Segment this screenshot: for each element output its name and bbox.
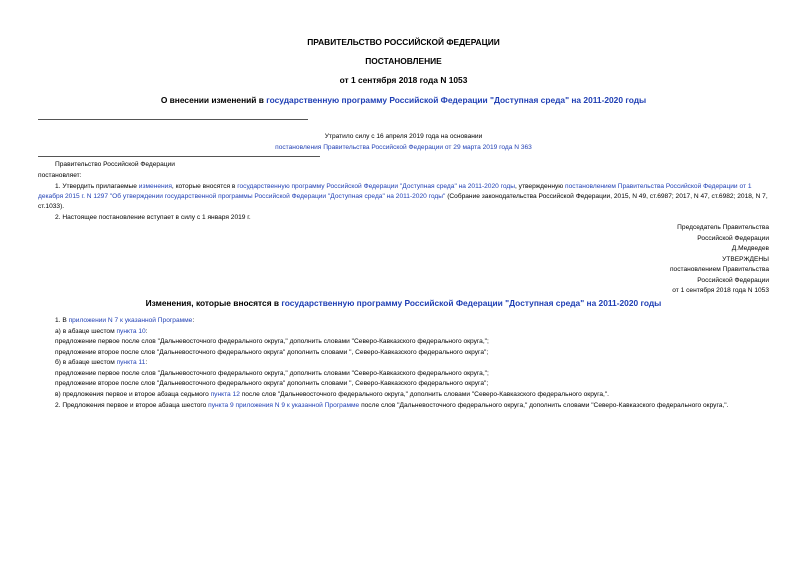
change-2: 2. Предложения первое и второе абзаца шестого пункта 9 приложения N 9 к указанной Программе после слов "Дальневосточного федерального округа," дополнить словами "Северо-Кавказского федерального округа,". [55,402,729,409]
government-heading: ПРАВИТЕЛЬСТВО РОССИЙСКОЙ ФЕДЕРАЦИИ [307,37,500,47]
appendix-9-link[interactable]: пункта 9 приложения N 9 к указанной Программе [208,402,360,409]
approved-by-1: постановлением Правительства [669,266,769,273]
decree-2015-link[interactable]: постановлением Правительства Российской Федерации от 1 декабря 2015 г. N 1297 "Об утверждении государственной программы Российской Федерации "Доступная среда" на 2011-2020 годы" [38,183,752,200]
document-type: ПОСТАНОВЛЕНИЕ [365,56,442,66]
signature-role-2: Российской Федерации [697,235,769,242]
intro-government: Правительство Российской Федерации [55,161,175,168]
signature-role-1: Председатель Правительства [677,224,769,231]
change-1: 1. В приложении N 7 к указанной Программе: [55,317,195,324]
divider-second [38,156,320,157]
signature-name: Д.Медведев [731,245,769,252]
changes-link[interactable]: изменения [138,183,172,190]
document-date-number: от 1 сентября 2018 года N 1053 [339,75,468,85]
change-1b: б) в абзаце шестом пункта 11: [55,359,148,366]
change-1a-sentence-2: предложение второе после слов "Дальневосточного федерального округа" дополнить словами ", Северо-Кавказского федерального округа"; [55,349,489,356]
appendix-7-link[interactable]: приложении N 7 к указанной Программе [68,317,193,324]
intro-decrees: постановляет: [38,172,82,179]
changes-program-link[interactable]: государственную программу Российской Федерации "Доступная среда" на 2011-2020 годы [281,298,662,308]
item-12-link[interactable]: пункта 12 [210,391,240,398]
document-title-prefix: О внесении изменений в [160,95,267,105]
change-1a: а) в абзаце шестом пункта 10: [55,328,148,335]
approved-by-2: Российской Федерации [697,277,769,284]
change-1b-sentence-1: предложение первое после слов "Дальневосточного федерального округа," дополнить словами "Северо-Кавказского федерального округа,"; [55,370,489,377]
change-1b-sentence-2: предложение второе после слов "Дальневосточного федерального округа" дополнить словами ", Северо-Кавказского федерального округа"; [55,380,489,387]
item-11-link[interactable]: пункта 11 [116,359,146,366]
changes-title: Изменения, которые вносятся в государственную программу Российской Федерации "Доступная среда" на 2011-2020 годы [145,298,662,308]
expiry-link[interactable]: постановления Правительства Российской Федерации от 29 марта 2019 года N 363 [275,144,532,151]
approved-date: от 1 сентября 2018 года N 1053 [672,287,769,294]
document-title [0,95,807,106]
paragraph-1: 1. Утвердить прилагаемые изменения, которые вносятся в государственную программу Российской Федерации "Доступная среда" на 2011-2020 годы, утвержденную постановлением Правительства Российской Федерации от 1 декабря 2015 г. N 1297 "Об утверждении государственной программы Российской Федерации "Доступная среда" на 2011-2020 годы" (Собрание законодательства Российской Федерации, 2015, N 49, ст.6987; 2017, N 47, ст.6982; 2018, N 7, ст.1033). [38,183,768,210]
item-10-link[interactable]: пункта 10 [116,328,146,335]
program-link[interactable]: государственную программу Российской Федерации "Доступная среда" на 2011-2020 годы [266,95,647,105]
program-link-body[interactable]: государственную программу Российской Федерации "Доступная среда" на 2011-2020 годы [237,183,516,190]
divider-top [38,119,308,120]
approved-label: УТВЕРЖДЕНЫ [722,256,769,263]
expiry-line: Утратило силу с 16 апреля 2019 года на основании [324,133,483,140]
paragraph-2: 2. Настоящее постановление вступает в силу с 1 января 2019 г. [55,214,251,221]
change-1a-sentence-1: предложение первое после слов "Дальневосточного федерального округа," дополнить словами "Северо-Кавказского федерального округа,"; [55,338,489,345]
change-1v: в) предложения первое и второе абзаца седьмого пункта 12 после слов "Дальневосточного федерального округа," дополнить словами "Северо-Кавказского федерального округа,". [55,391,610,398]
